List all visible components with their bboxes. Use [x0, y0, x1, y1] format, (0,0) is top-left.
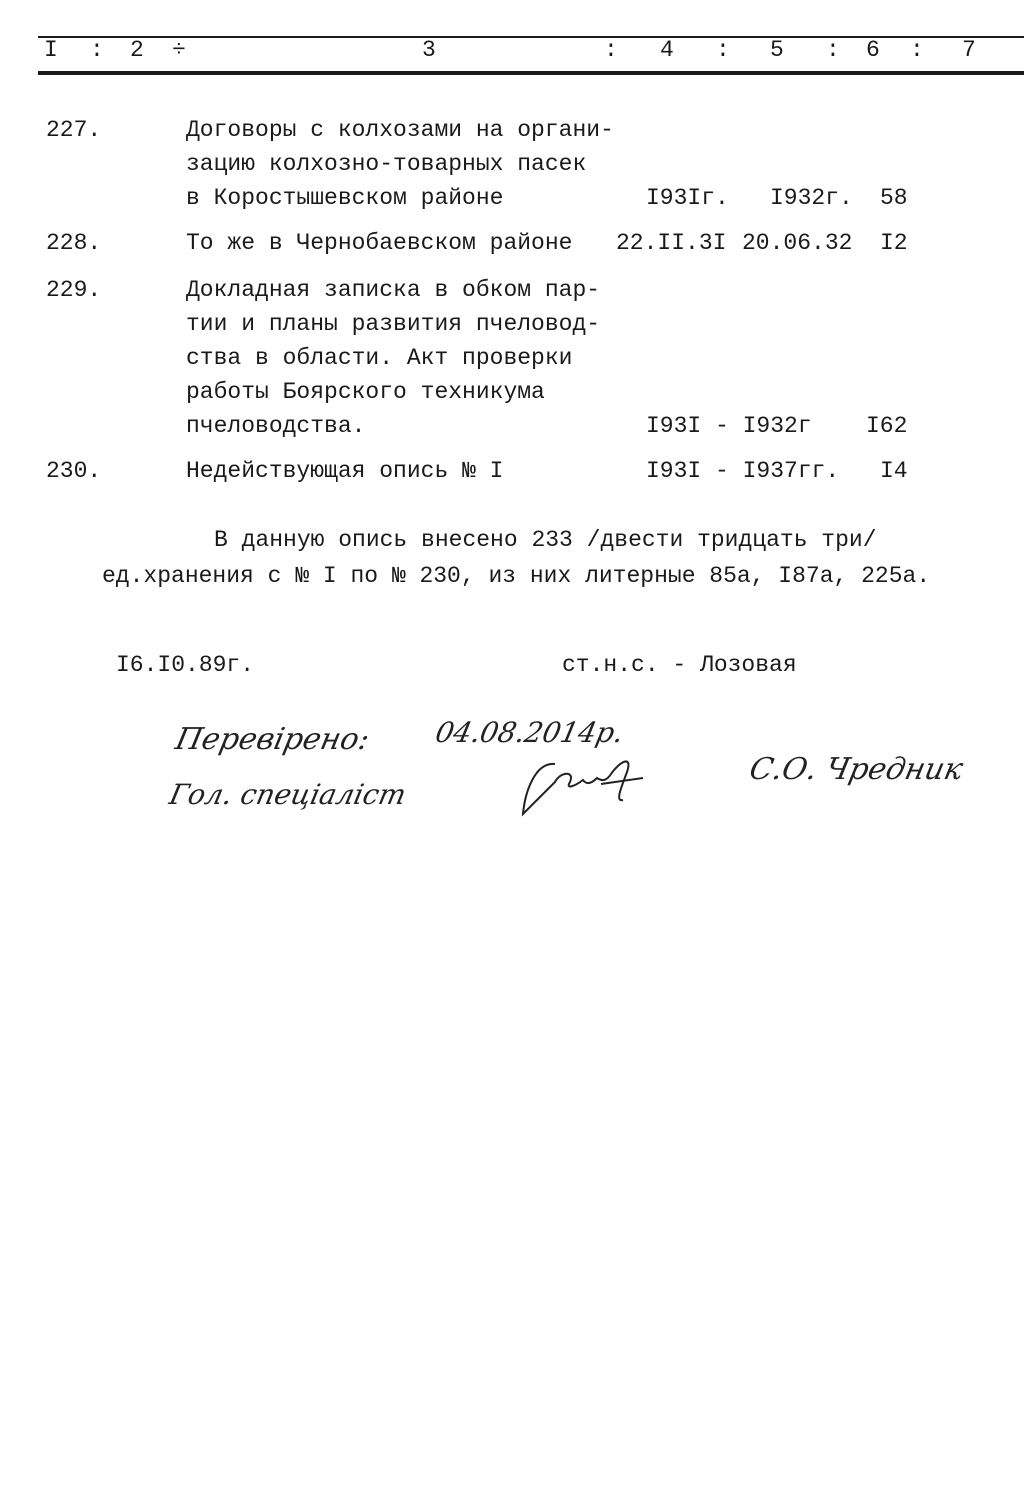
row-description: работы Боярского техникума — [186, 379, 545, 405]
summary-line: В данную опись внесено 233 /двести тридцать три/ — [214, 527, 877, 553]
col-sep: : — [826, 37, 840, 63]
col-sep: : — [604, 37, 618, 63]
row-description: в Коростышевском районе — [186, 185, 504, 211]
compiled-date: I6.I0.89г. — [116, 652, 255, 678]
verified-date: 04.08.2014р. — [432, 716, 627, 749]
col-7: 7 — [962, 37, 976, 63]
row-description: Недействующая опись № I — [186, 458, 504, 484]
verifier-name: С.О. Чредник — [746, 752, 967, 787]
row-description: Докладная записка в обком пар- — [186, 277, 601, 303]
col-sep: : — [910, 37, 924, 63]
row-sheets: 58 — [880, 185, 908, 211]
row-sheets: I2 — [880, 230, 908, 256]
row-end-date: 20.06.32 — [742, 230, 853, 256]
compiler: ст.н.с. - Лозовая — [562, 652, 797, 678]
col-6: 6 — [866, 37, 880, 63]
row-description: пчеловодства. — [186, 413, 366, 439]
header-bottom-rule — [38, 71, 1024, 75]
row-description: тии и планы развития пчеловод- — [186, 311, 601, 337]
row-end-date: I932г. — [770, 185, 853, 211]
col-4: 4 — [660, 37, 674, 63]
signature — [515, 752, 655, 822]
verifier-position: Гол. спеціаліст — [166, 778, 410, 811]
col-1: I — [44, 37, 58, 63]
col-sep: ÷ — [172, 37, 186, 63]
row-number: 230. — [46, 458, 102, 484]
col-sep: : — [90, 37, 104, 63]
row-description: Договоры с колхозами на органи- — [186, 117, 614, 143]
summary-line: ед.хранения с № I по № 230, из них литерные 85а, I87а, 225а. — [102, 563, 931, 589]
col-3: 3 — [422, 37, 436, 63]
row-sheets: I4 — [880, 458, 908, 484]
row-date-range: I93I - I932г — [646, 413, 812, 439]
col-5: 5 — [770, 37, 784, 63]
col-2: 2 — [130, 37, 144, 63]
row-sheets: I62 — [866, 413, 908, 439]
row-description: зацию колхозно-товарных пасек — [186, 151, 587, 177]
row-start-date: I93Iг. — [646, 185, 729, 211]
row-number: 229. — [46, 277, 102, 303]
row-number: 227. — [46, 117, 102, 143]
row-start-date: 22.II.3I — [616, 230, 727, 256]
row-description: ства в области. Акт проверки — [186, 345, 573, 371]
col-sep: : — [716, 37, 730, 63]
row-date-range: I93I - I937гг. — [646, 458, 840, 484]
verified-label: Перевірено: — [172, 722, 373, 757]
row-number: 228. — [46, 230, 102, 256]
row-description: То же в Чернобаевском районе — [186, 230, 573, 256]
